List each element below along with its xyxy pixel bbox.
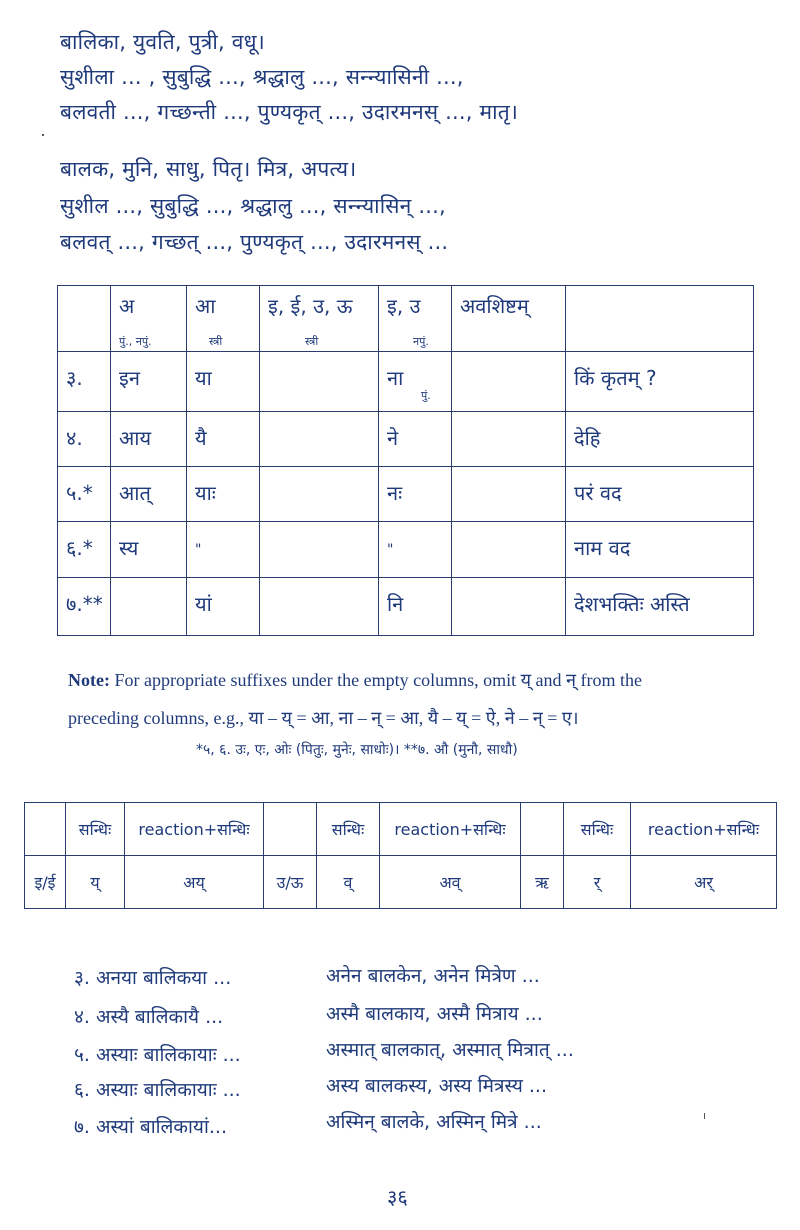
decl-cell-iu-f <box>260 412 379 467</box>
decl-row <box>58 352 754 412</box>
decl-header-sub: पुं., नपुं. <box>119 335 152 348</box>
example-left: ६. अस्याः बालिकायाः ... <box>74 1079 241 1101</box>
decl-cell-text <box>260 467 378 479</box>
decl-header-sub: नपुं. <box>413 335 429 348</box>
note-line-1 <box>68 668 642 692</box>
decl-header-main: इ, उ <box>387 294 421 318</box>
note-text-1: For appropriate suffixes under the empty columns, omit य् and न् from the <box>109 670 642 690</box>
sandhi-header-cell: सन्धिः <box>564 803 631 856</box>
decl-cell-text: नः <box>387 481 403 505</box>
decl-cell-text: किं कृतम् ? <box>574 366 657 390</box>
decl-cell-text <box>260 352 378 364</box>
decl-cell-iu-f <box>260 467 379 522</box>
decl-cell-task <box>566 578 754 636</box>
example-left: ७. अस्यां बालिकायां... <box>74 1116 227 1138</box>
example-right: अस्य बालकस्य, अस्य मित्रस्य ... <box>326 1075 548 1097</box>
decl-header-cell <box>452 286 566 352</box>
decl-cell-iu-n <box>379 578 452 636</box>
intro-line-2: सुशीला ... , सुबुद्धि ..., श्रद्धालु ..., सन्न्यासिनी ..., <box>60 65 464 89</box>
decl-cell-text <box>452 467 565 479</box>
sandhi-cell: र् <box>564 856 631 909</box>
decl-header-cell <box>566 286 754 352</box>
sandhi-cell: अय् <box>125 856 264 909</box>
decl-cell-text <box>452 412 565 424</box>
intro-line-4: बालक, मुनि, साधु, पितृ। मित्र, अपत्य। <box>60 157 357 181</box>
sandhi-header-cell: reaction+सन्धिः <box>380 803 521 856</box>
page-number: ३६ <box>387 1185 408 1209</box>
decl-row <box>58 578 754 636</box>
intro-line-1: बालिका, युवति, पुत्री, वधू। <box>60 30 265 54</box>
sandhi-table <box>24 802 777 909</box>
decl-header-main: अवशिष्टम् <box>460 294 529 318</box>
decl-cell-num <box>58 467 111 522</box>
decl-header-cell <box>260 286 379 352</box>
note-line-2: preceding columns, e.g., या – य् = आ, ना – न् = आ, यै – य् = ऐ, ने – न् = ए। <box>68 708 579 728</box>
decl-cell-text: यै <box>195 426 207 450</box>
decl-cell-text: यां <box>195 592 212 616</box>
decl-cell-a <box>111 352 187 412</box>
decl-cell-text <box>452 522 565 534</box>
decl-row <box>58 522 754 578</box>
decl-header-cell <box>58 286 111 352</box>
decl-header-sub: स्त्री <box>209 335 223 348</box>
decl-cell-num <box>58 352 111 412</box>
decl-cell-num <box>58 412 111 467</box>
decl-cell-text: देहि <box>574 426 601 450</box>
sandhi-cell: इ/ई <box>25 856 66 909</box>
sandhi-header-cell <box>521 803 564 856</box>
decl-cell-text: याः <box>195 481 216 505</box>
decl-cell-num <box>58 522 111 578</box>
decl-cell-iu-f <box>260 352 379 412</box>
sandhi-cell: उ/ऊ <box>264 856 317 909</box>
decl-cell-ditto: " <box>195 542 202 558</box>
decl-cell-iu-f <box>260 578 379 636</box>
decl-cell-text <box>452 578 565 590</box>
decl-cell-task <box>566 412 754 467</box>
decl-cell-rest <box>452 467 566 522</box>
sandhi-header-cell: reaction+सन्धिः <box>125 803 264 856</box>
decl-cell-a <box>111 412 187 467</box>
decl-cell-ditto: " <box>387 542 394 558</box>
decl-cell-text: इन <box>119 366 140 390</box>
decl-cell-rest <box>452 578 566 636</box>
decl-cell-text: ७.** <box>66 592 103 616</box>
decl-cell-a <box>111 578 187 636</box>
decl-header-cell <box>379 286 452 352</box>
sandhi-cell: ऋ <box>521 856 564 909</box>
decl-header-cell <box>187 286 260 352</box>
example-right: अस्मै बालकाय, अस्मै मित्राय ... <box>326 1003 543 1025</box>
decl-cell-a <box>111 467 187 522</box>
scan-speck <box>42 134 44 136</box>
decl-cell-text <box>111 578 186 590</box>
decl-cell-text <box>260 578 378 590</box>
decl-cell-aa <box>187 467 260 522</box>
example-right: अनेन बालकेन, अनेन मित्रेण ... <box>326 965 540 987</box>
intro-line-3: बलवती ..., गच्छन्ती ..., पुण्यकृत् ..., उदारमनस् ..., मातृ। <box>60 100 519 124</box>
sandhi-header-cell <box>264 803 317 856</box>
decl-header-main <box>58 286 110 292</box>
sandhi-header-cell: सन्धिः <box>317 803 380 856</box>
decl-cell-subscript: पुं. <box>421 389 431 402</box>
sandhi-header-cell: reaction+सन्धिः <box>631 803 777 856</box>
decl-cell-num <box>58 578 111 636</box>
scan-speck <box>704 1113 705 1119</box>
decl-cell-rest <box>452 352 566 412</box>
decl-header-main: अ <box>119 294 135 318</box>
example-right: अस्मिन् बालके, अस्मिन् मित्रे ... <box>326 1111 542 1133</box>
decl-cell-iu-n <box>379 467 452 522</box>
decl-header-main: इ, ई, उ, ऊ <box>268 294 353 318</box>
sandhi-header-row <box>25 803 777 856</box>
decl-cell-text: ४. <box>66 426 83 450</box>
sandhi-cell: अव् <box>380 856 521 909</box>
decl-cell-text <box>452 352 565 364</box>
decl-header-row <box>58 286 754 352</box>
sandhi-row <box>25 856 777 909</box>
decl-cell-text: ३. <box>66 366 83 390</box>
decl-cell-aa <box>187 522 260 578</box>
decl-cell-iu-f <box>260 522 379 578</box>
decl-cell-text: देशभक्तिः अस्ति <box>574 592 690 616</box>
decl-row <box>58 412 754 467</box>
decl-cell-rest <box>452 412 566 467</box>
decl-cell-aa <box>187 578 260 636</box>
decl-cell-task <box>566 352 754 412</box>
decl-cell-text <box>260 412 378 424</box>
decl-cell-text: ना <box>387 366 404 390</box>
sandhi-cell: य् <box>66 856 125 909</box>
decl-cell-text: आय <box>119 426 152 450</box>
example-left: ५. अस्याः बालिकायाः ... <box>74 1044 241 1066</box>
decl-cell-aa <box>187 412 260 467</box>
decl-cell-iu-n <box>379 352 452 412</box>
decl-header-main: आ <box>195 294 216 318</box>
example-left: ४. अस्यै बालिकायै ... <box>74 1006 224 1028</box>
decl-cell-text: ६.* <box>66 536 93 560</box>
decl-cell-aa <box>187 352 260 412</box>
example-right: अस्मात् बालकात्, अस्मात् मित्रात् ... <box>326 1039 574 1061</box>
decl-cell-rest <box>452 522 566 578</box>
decl-cell-text: परं वद <box>574 481 622 505</box>
decl-cell-text <box>260 522 378 534</box>
decl-cell-text: आत् <box>119 481 151 505</box>
example-left: ३. अनया बालिकया ... <box>74 967 232 989</box>
intro-line-5: सुशील ..., सुबुद्धि ..., श्रद्धालु ..., सन्न्यासिन् ..., <box>60 194 446 218</box>
decl-header-cell <box>111 286 187 352</box>
decl-cell-task <box>566 467 754 522</box>
decl-cell-text: नाम वद <box>574 536 631 560</box>
decl-header-main <box>566 286 753 292</box>
sandhi-cell: व् <box>317 856 380 909</box>
decl-cell-iu-n <box>379 522 452 578</box>
decl-cell-text: स्य <box>119 536 139 560</box>
decl-cell-text: ५.* <box>66 481 93 505</box>
sandhi-header-cell: सन्धिः <box>66 803 125 856</box>
decl-cell-task <box>566 522 754 578</box>
decl-cell-a <box>111 522 187 578</box>
sandhi-cell: अर् <box>631 856 777 909</box>
sandhi-header-cell <box>25 803 66 856</box>
decl-cell-iu-n <box>379 412 452 467</box>
intro-line-6: बलवत् ..., गच्छत् ..., पुण्यकृत् ..., उदारमनस् ... <box>60 230 449 254</box>
decl-cell-text: ने <box>387 426 399 450</box>
decl-cell-text: नि <box>387 592 404 616</box>
decl-cell-text: या <box>195 366 212 390</box>
footnote: *५, ६. उः, एः, ओः (पितुः, मुनेः, साधोः)। **७. औ (मुनौ, साधौ) <box>196 742 518 758</box>
decl-row <box>58 467 754 522</box>
decl-header-sub: स्त्री <box>305 335 319 348</box>
declension-table <box>57 285 754 636</box>
note-label: Note: <box>68 670 110 690</box>
